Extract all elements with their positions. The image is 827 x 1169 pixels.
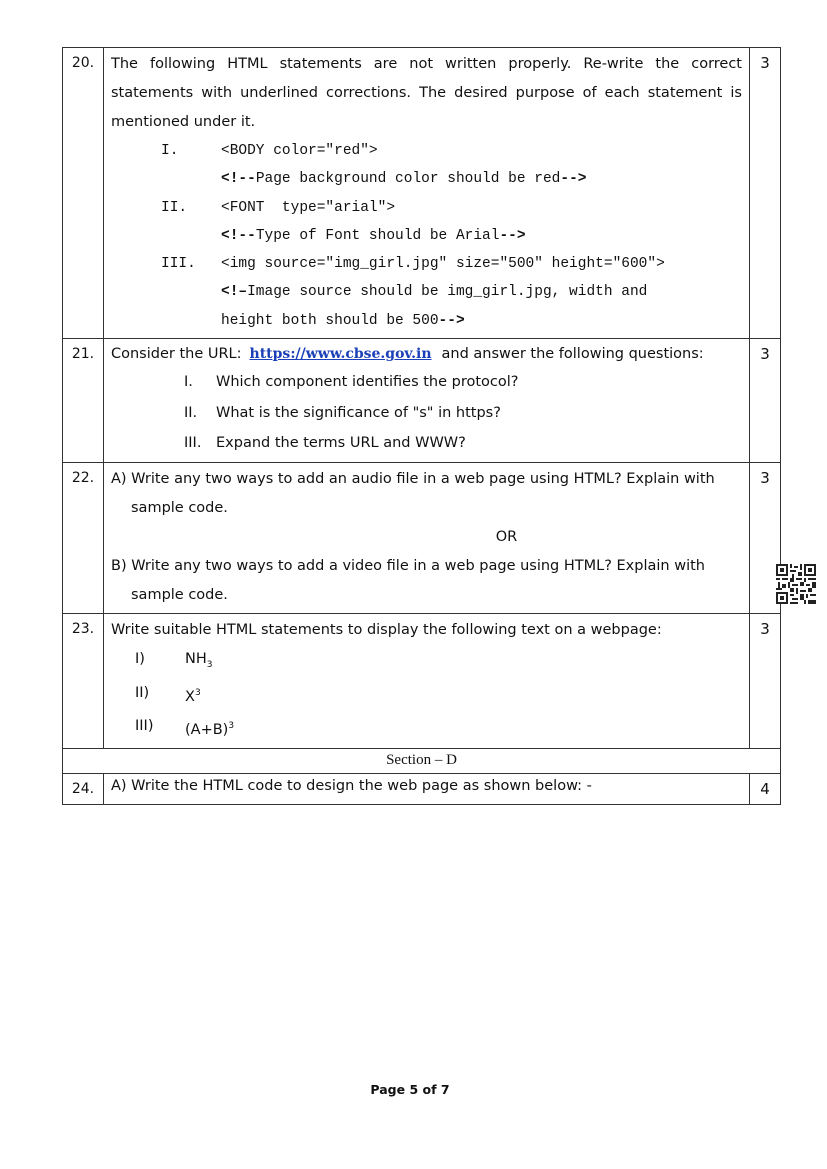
question-number: 21. <box>63 339 104 463</box>
code-comment: <!--Type of Font should be Arial--> <box>221 227 526 244</box>
qr-code-icon <box>776 564 816 604</box>
question-marks: 3 <box>750 339 781 463</box>
code-comment: <!--Page background color should be red--> <box>221 171 587 188</box>
url-link[interactable]: https://www.cbse.gov.in <box>249 346 432 363</box>
code-statement: <BODY color="red"> <box>221 143 378 159</box>
code-statement: <img source="img_girl.jpg" size="500" height="600"> <box>221 256 665 273</box>
question-text: The following HTML statements are not written properly. Re-write the correct statements with underlined corrections. The desired purpose of each statement is mentioned under it. <box>111 56 742 130</box>
question-row-20 <box>63 48 781 339</box>
or-separator: OR <box>495 528 518 545</box>
question-number: 23. <box>63 613 104 749</box>
code-item: I. <BODY color="red"> <box>111 137 742 165</box>
code-item: II. <FONT type="arial"> <box>111 194 742 222</box>
question-marks: 3 <box>750 48 781 339</box>
question-body: A) Write the HTML code to design the web page as shown below: - <box>104 774 750 805</box>
question-text: Consider the URL: https://www.cbse.gov.in and answer the following questions: <box>111 346 704 363</box>
code-comment: <!–Image source should be img_girl.jpg, width and <box>221 284 648 301</box>
option-b: B) Write any two ways to add a video file in a web page using HTML? Explain with sample code. <box>111 557 705 603</box>
option-a: A) Write any two ways to add an audio file in a web page using HTML? Explain with sample code. <box>111 470 715 516</box>
question-number: 20. <box>63 48 104 339</box>
code-list <box>111 137 742 335</box>
section-row <box>63 749 781 774</box>
question-number: 22. <box>63 462 104 613</box>
question-row-22 <box>63 462 781 613</box>
question-row-23 <box>63 613 781 749</box>
code-item: III. <img source="img_girl.jpg" size="500" height="600"> <box>111 250 742 278</box>
sub-question: I. Which component identifies the protocol? <box>184 374 519 391</box>
sub-question: II) $X^3$ <box>135 685 201 706</box>
sub-question: I) $NH_3$ <box>135 650 213 670</box>
question-marks: 4 <box>750 774 781 805</box>
question-row-24 <box>63 774 781 805</box>
page-footer: Page 5 of 7 <box>370 1082 450 1097</box>
sub-question-list <box>184 367 742 459</box>
question-table <box>62 47 781 805</box>
sub-question: II. What is the significance of "s" in https? <box>184 404 501 421</box>
question-marks: 3 <box>750 462 781 613</box>
question-body <box>104 613 750 749</box>
question-text: Write suitable HTML statements to display the following text on a webpage: <box>111 621 662 638</box>
question-number: 24. <box>63 774 104 805</box>
question-body <box>104 339 750 463</box>
question-body <box>104 48 750 339</box>
code-statement: <FONT type="arial"> <box>221 199 396 216</box>
question-row-21 <box>63 339 781 463</box>
question-body <box>104 462 750 613</box>
sub-question: III) $(A+B)^3$ <box>135 718 235 739</box>
code-comment: height both should be 500--> <box>221 312 465 329</box>
section-heading: Section – D <box>63 749 781 774</box>
sub-question: III. Expand the terms URL and WWW? <box>184 435 466 452</box>
question-marks: 3 <box>750 613 781 749</box>
